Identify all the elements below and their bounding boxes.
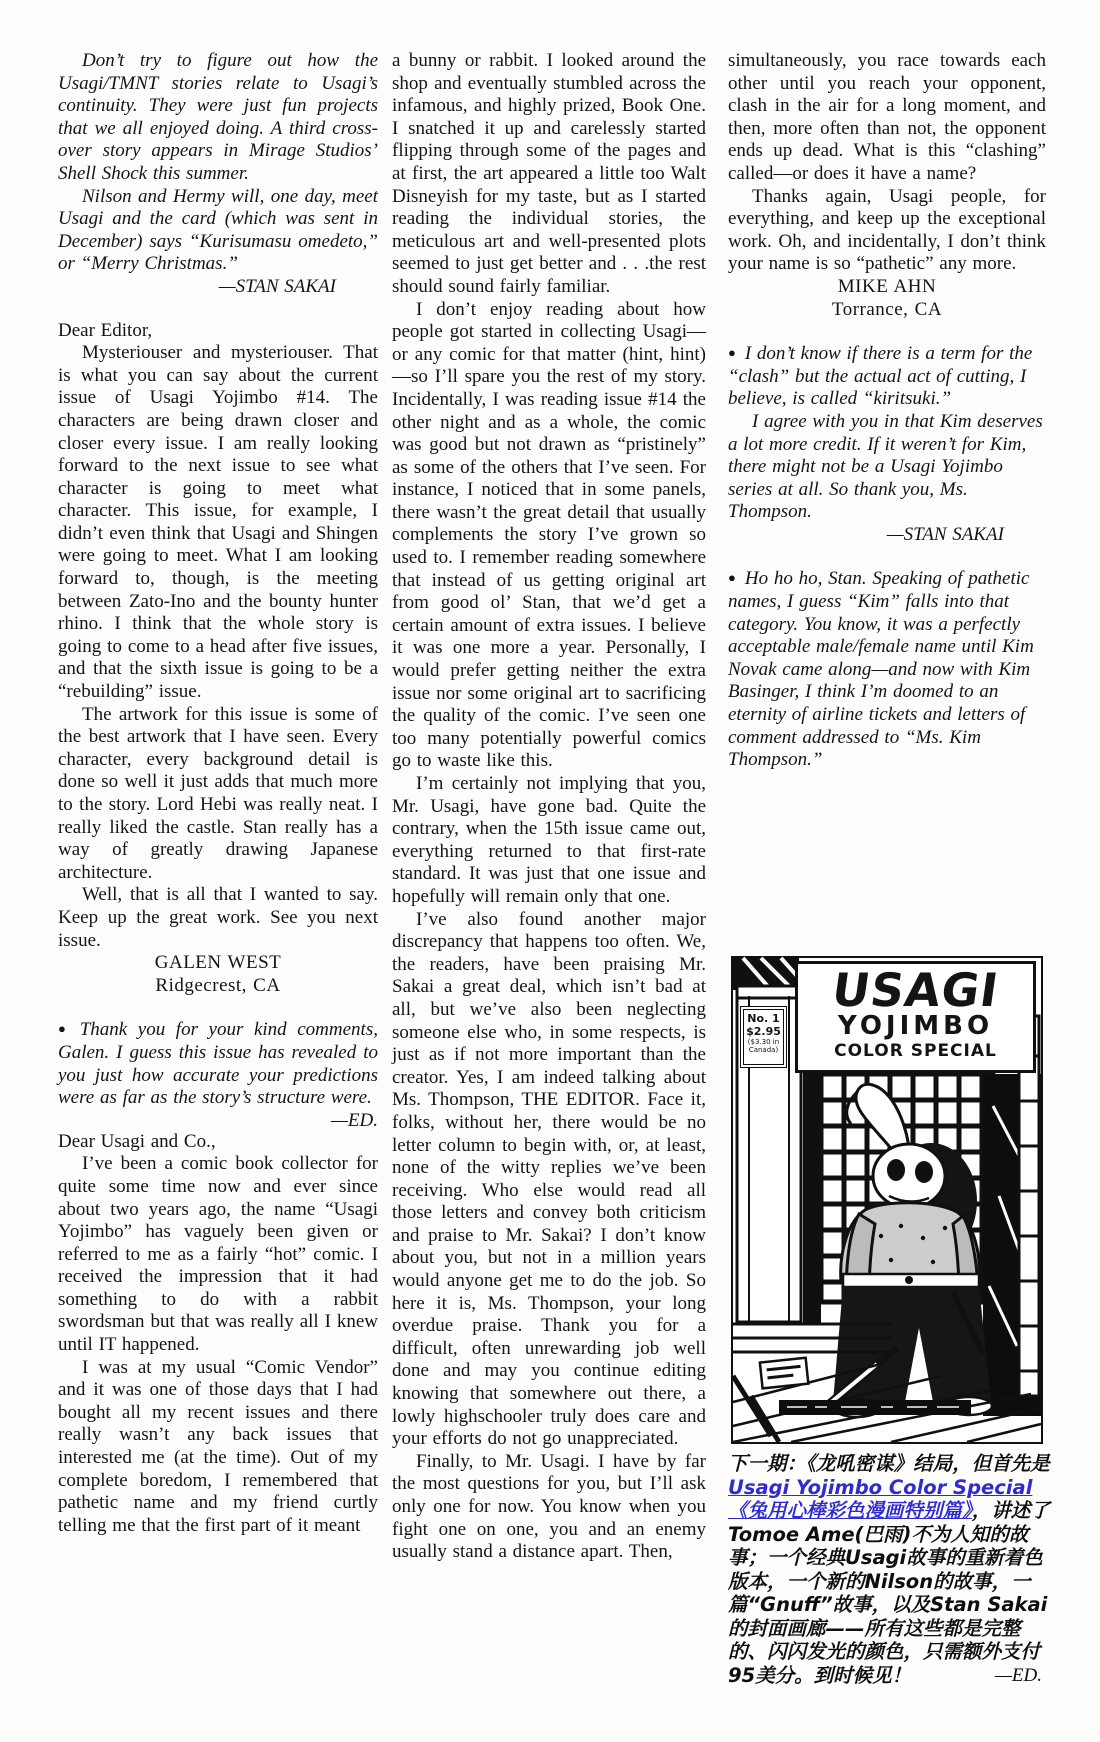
- spacer: [58, 1110, 378, 1131]
- letter-paragraph: I’m certainly not implying that you, Mr. Usagi, have gone bad. Quite the contrary, when the 15th issue came out, everything returned to that first-rate standard. It was just that one issue and hopefully will remain only that one.: [392, 773, 706, 907]
- price-box: [740, 1006, 787, 1068]
- bullet-icon: ●: [728, 345, 736, 361]
- letter-paragraph: I don’t enjoy reading about how people got started in collecting Usagi—or any comic for that matter (hint, hint)—so I’ll spare you the rest of my story. Incidentally, I was reading issue #14 the other night and as a whole, the comic was good but not drawn as “pristinely” as some of the others that I’ve seen. For instance, I noticed that in some panels, there wasn’t the great detail that usually complements the story I’ve grown so used to. I remember reading somewhere that instead of us getting original art from good ol’ Stan, that we’d get a certain amount of extra issues. I believe it was one more a year. Personally, I would prefer getting neither the extra issue nor some original art to sacrificing the quality of the comic. I’ve seen one too many potentially powerful comics go to waste like this.: [392, 298, 706, 772]
- column-right-text: [728, 50, 1046, 772]
- letter-paragraph: Thanks again, Usagi people, for everything, and keep up the exceptional work. Oh, and incidentally, I don’t think your name is so “pathetic” any more.: [728, 185, 1046, 275]
- signature-name: MIKE AHN: [837, 275, 937, 297]
- cover-subtitle: YOJIMBO: [837, 1011, 994, 1041]
- column-middle: [392, 50, 706, 1564]
- letter-paragraph: simultaneously, you race towards each other until you reach your opponent, clash in the air for a long moment, and then, more often than not, the opponent ends up dead. What is this “clashing” called—or does it have a name?: [728, 50, 1046, 184]
- signature-location: Torrance, CA: [831, 298, 943, 320]
- editor-reply: Don’t try to figure out how the Usagi/TMNT stories relate to Usagi’s continuity. They were just fun projects that we all enjoyed doing. A third cross-over story appears in Mirage Studios’ Shell Shock this summer.: [58, 50, 378, 184]
- letter-paragraph: I’ve been a comic book collector for quite some time now and ever since about two years ago, the name “Usagi Yojimbo” has vaguely been given or referred to me as a fairly “hot” comic. I received the impression that it had something to do with a rabbit swordsman but that was really all I knew until IT happened.: [58, 1153, 378, 1356]
- letter-salutation: Dear Usagi and Co.,: [58, 1130, 216, 1152]
- cover-price-note: ($3.30 in Canada): [747, 1038, 780, 1054]
- letter-paragraph: I’ve also found another major discrepancy that happens too often. We, the readers, have been praising Mr. Sakai a great deal, which isn’t bad at all, but we’ve also been neglecting someone else who, in some respects, is just as if not more important than the creator. Yes, I am indeed talking about Ms. Thompson, THE EDITOR. Face it, folks, without her, there would be no letter column to begin with, or, at least, none of the witty replies we’ve been receiving. Who else would read all those letters and convey both criticism and praise to Mr. Sakai? I don’t know about you, but not in a million years would anyone get me to do the job. So here it is, Ms. Thompson, your long overdue praise. Thank you for a difficult, often unrewarding job well done and may you continue editing knowing that somewhere out there, a lowly highschooler truly does care and your efforts do not go unappreciated.: [392, 908, 706, 1450]
- letter-paragraph: The artwork for this issue is some of the best artwork that I have seen. Every character, every background detail is done so well it just adds that much more to the story. Lord Hebi was really neat. I really liked the castle. Stan really has a way of greatly drawing Japanese architecture.: [58, 703, 378, 883]
- column-left: [58, 50, 378, 1537]
- column-right: [728, 50, 1050, 1730]
- bullet-icon: ●: [728, 570, 736, 586]
- next-issue-link[interactable]: Usagi Yojimbo Color Special: [728, 1475, 1033, 1499]
- next-issue-blurb: [728, 1452, 1050, 1687]
- spacer: [58, 299, 378, 320]
- cover-banner: COLOR SPECIAL: [834, 1041, 997, 1061]
- issue-number: No. 1: [747, 1012, 780, 1025]
- editor-reply: ● Ho ho ho, Stan. Speaking of pathetic names, I guess “Kim” falls into that category. You know, it was a perfectly acceptable male/female name until Kim Novak came along—and now with Kim Basinger, I think I’m doomed to an eternity of airline tickets and letters of comment addressed to “Ms. Kim Thompson.”: [728, 568, 1034, 771]
- spacer: [728, 321, 1046, 342]
- letter-paragraph: a bunny or rabbit. I looked around the shop and eventually stumbled across the infamous, and highly prized, Book One. I snatched it up and carelessly started flipping through some of the pages and at first, the art appeared a little too Walt Disneyish for my taste, but as I started reading the individual stories, the meticulous art and well-presented plots seemed to just get better and . . .the rest should sound fairly familiar.: [392, 50, 706, 297]
- letter-paragraph: I was at my usual “Comic Vendor” and it was one of those days that I had bought all my recent issues and there really wasn’t any back issues that interested me (at the time). Out of my complete boredom, I remembered that pathetic name and my friend curtly telling me that the first part of it meant: [58, 1356, 378, 1536]
- next-issue-text: 下一期：《龙吼密谋》结局，但首先是: [728, 1452, 1050, 1475]
- cover-price: $2.95: [746, 1025, 781, 1038]
- editor-reply: ● Thank you for your kind comments, Galen. I guess this issue has revealed to you just how accurate your predictions were as far as the story’s structure were. —ED.: [58, 1019, 378, 1131]
- letter-salutation: Dear Editor,: [58, 319, 153, 341]
- letter-paragraph: Well, that is all that I wanted to say. Keep up the great work. See you next issue.: [58, 884, 378, 951]
- next-issue-link[interactable]: 《兔用心棒彩色漫画特别篇》: [728, 1499, 972, 1522]
- editor-signature: —ED.: [995, 1664, 1042, 1686]
- bullet-icon: ●: [58, 1021, 71, 1037]
- comic-cover: [731, 956, 1043, 1444]
- editor-reply: I agree with you in that Kim deserves a lot more credit. If it weren’t for Kim, there might not be a Usagi Yojimbo series at all. So thank you, Ms. Thompson.: [728, 410, 1043, 523]
- editor-signature: —STAN SAKAI: [886, 523, 1004, 545]
- signature-location: Ridgecrest, CA: [155, 974, 281, 996]
- spacer: [728, 546, 1046, 567]
- editor-reply: ● I don’t know if there is a term for the “clash” but the actual act of cutting, I believe, is called “kiritsuki.”: [728, 343, 1033, 410]
- credits-strip: [779, 1400, 971, 1415]
- floor-sign: [760, 1358, 808, 1389]
- next-issue-text: ，讲述了Tomoe Ame(巴雨)不为人知的故事；一个经典Usagi故事的重新着色版本，一个新的Nilson的故事，一篇“Gnuff”故事，以及Stan Sakai的封面画廊——所有这些都是完整的、闪闪发光的颜色，只需额外支付95美分。到时候见！: [728, 1499, 1050, 1687]
- letter-paragraph: Finally, to Mr. Usagi. I have by far the most questions for you, but I’ll ask only one for now. You know when you fight one on one, you and an enemy usually stand a distance apart. Then,: [392, 1450, 706, 1563]
- signature-name: GALEN WEST: [154, 952, 282, 974]
- editor-signature: —STAN SAKAI: [218, 275, 336, 297]
- letter-paragraph: Mysteriouser and mysteriouser. That is what you can say about the current issue of Usagi Yojimbo #14. The characters are being drawn closer and closer every issue. I am really looking forward to the next issue to see what character is going to meet what character. This issue, for example, I didn’t even think that Usagi and Shingen were going to meet. What I am looking forward to, though, is the meeting between Zato-Ino and the bounty hunter rhino. I think that the whole story is going to come to a head after five issues, and that the sixth issue is going to be a “rebuilding” issue.: [58, 342, 378, 703]
- spacer: [58, 997, 378, 1018]
- editor-signature: —ED.: [331, 1109, 378, 1131]
- cover-logo: [795, 961, 1036, 1073]
- dark-doorway: [983, 1016, 1041, 1416]
- cover-title: USAGI: [828, 963, 1003, 1017]
- editor-reply: Nilson and Hermy will, one day, meet Usagi and the card (which was sent in December) says “Kurisumasu omedeto,” or “Merry Christmas.”: [58, 185, 378, 275]
